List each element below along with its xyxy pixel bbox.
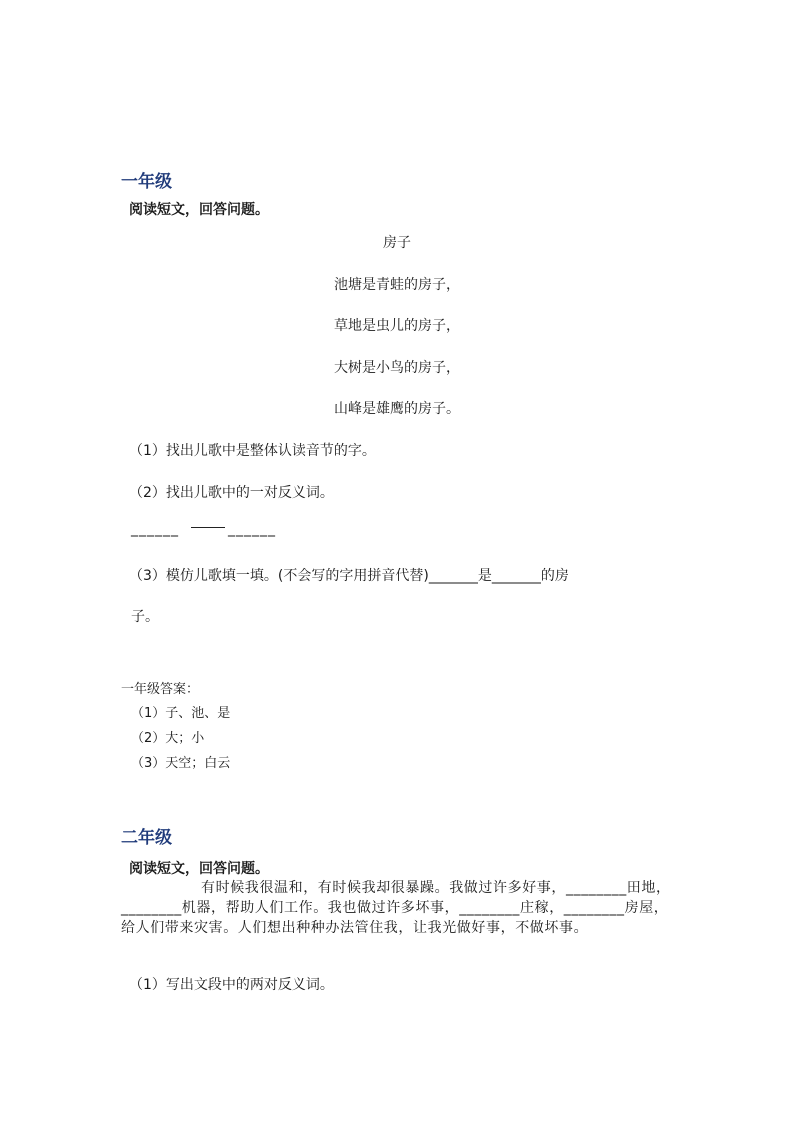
grade1-answer: （1）子、池、是 [131,706,231,721]
grade1-question-3-cont: 子。 [131,609,159,625]
poem-line: 大树是小鸟的房子， [334,360,460,376]
grade2-passage-text: 有时候我很温和，有时候我却很暴躁。我做过许多好事，________田地，________机器，帮助人们工作。我也做过许多坏事，________庄稼，________房屋，给人们带来灾害。人们想出种种办法管住我，让我光做好事，不做坏事。 [121,880,671,936]
answer-blank: ______ [131,521,179,537]
grade2-passage [121,878,677,938]
poem-title: 房子 [383,235,411,251]
grade1-heading: 一年级 [121,172,172,192]
grade1-answers-title: 一年级答案： [121,682,200,697]
poem-line: 山峰是雄鹰的房子。 [334,401,460,417]
poem-line: 草地是虫儿的房子， [334,318,460,334]
grade1-answer: （3）天空；白云 [131,756,231,771]
dash-separator [191,527,225,528]
grade1-question-1: （1）找出儿歌中是整体认读音节的字。 [129,443,376,459]
grade1-question-2: （2）找出儿歌中的一对反义词。 [129,485,334,501]
grade2-question-1: （1）写出文段中的两对反义词。 [129,977,334,993]
grade2-heading: 二年级 [121,828,172,848]
grade1-instruction: 阅读短文，回答问题。 [129,202,269,218]
grade1-question-3: （3）模仿儿歌填一填。(不会写的字用拼音代替)_______是_______的房 [129,568,569,584]
grade1-answer: （2）大；小 [131,731,205,746]
grade2-instruction: 阅读短文，回答问题。 [129,861,269,877]
poem-line: 池塘是青蛙的房子， [334,277,460,293]
answer-blank: ______ [228,521,276,537]
